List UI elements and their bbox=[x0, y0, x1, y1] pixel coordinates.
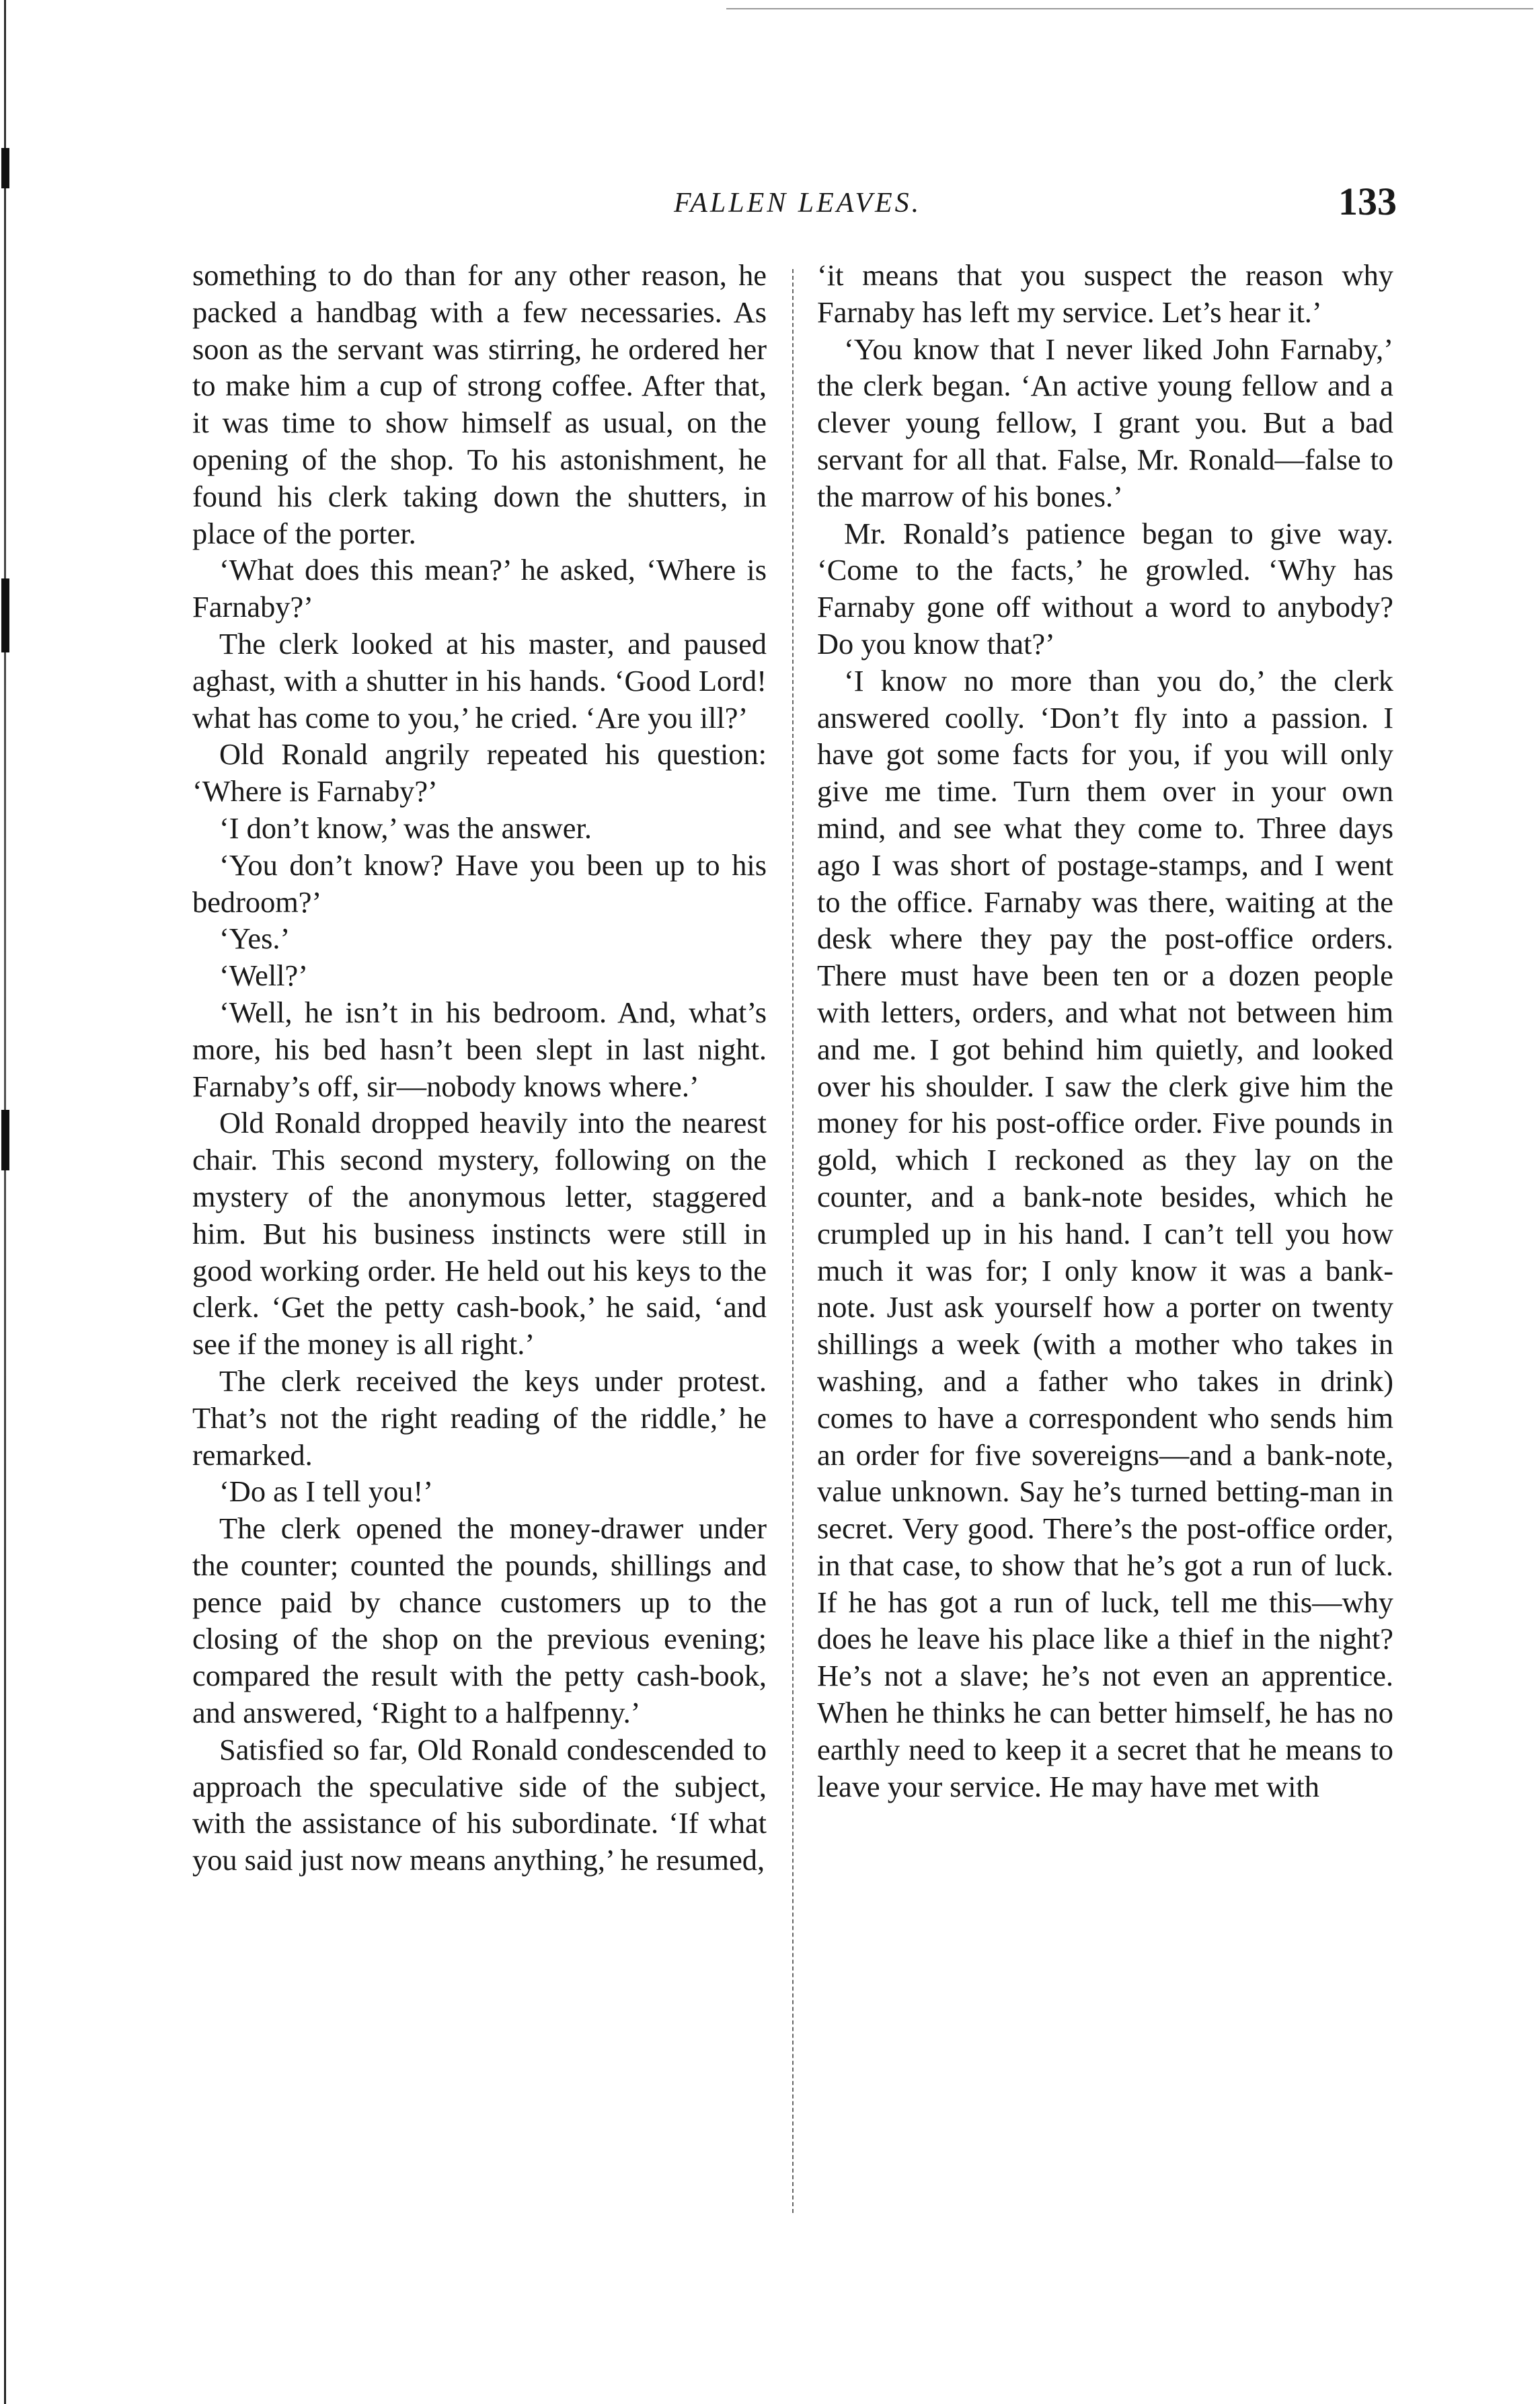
paragraph: ‘I know no more than you do,’ the clerk answered coolly. ‘Don’t fly into a passion. I have got some facts for you, if you will only give me time. Turn them over in your own mind, and see what they come to. Three days ago I was short of postage-stamps, and I went to the office. Farnaby was there, waiting at the desk where they pay the post-office orders. There must have been ten or a dozen people with letters, orders, and what not between him and me. I got behind him quietly, and looked over his shoulder. I saw the clerk give him the money for his post-office order. Five pounds in gold, which I reckoned as they lay on the counter, and a bank-note besides, which he crumpled up in his hand. I can’t tell you how much it was for; I only know it was a bank-note. Just ask yourself how a porter on twenty shillings a week (with a mother who takes in washing, and a father who takes in drink) comes to have a correspondent who sends him an order for five sovereigns—and a bank-note, value unknown. Say he’s turned betting-man in secret. Very good. There’s the post-office order, in that case, to show that he’s got a run of luck. If he has got a run of luck, tell me this—why does he leave his place like a thief in the night? He’s not a slave; he’s not even an apprentice. When he thinks he can better himself, he has no earthly need to keep it a secret that he means to leave your service. He may have met with bbox=[817, 663, 1393, 1803]
paragraph: Satisfied so far, Old Ronald condescended to approach the speculative side of the subject, with the assistance of his subordinate. ‘If what you said just now means anything,’ he resumed, bbox=[192, 1732, 767, 1877]
paragraph: ‘I don’t know,’ was the answer. bbox=[219, 811, 592, 845]
paragraph: ‘Do as I tell you!’ bbox=[219, 1474, 434, 1509]
page-edge-mark bbox=[1, 148, 9, 188]
left-column bbox=[192, 257, 767, 1879]
paragraph: ‘You don’t know? Have you been up to his bedroom?’ bbox=[192, 848, 767, 919]
paragraph: ‘Well, he isn’t in his bedroom. And, what’s more, his bed hasn’t been slept in last night. Farnaby’s off, sir—nobody knows where.’ bbox=[192, 995, 767, 1103]
paragraph: Mr. Ronald’s patience began to give way. ‘Come to the facts,’ he growled. ‘Why has Farnaby gone off without a word to anybody? Do you know that?’ bbox=[817, 516, 1393, 661]
paragraph: ‘Well?’ bbox=[219, 959, 308, 993]
page-edge-mark bbox=[1, 578, 9, 652]
page-edge-mark bbox=[1, 1110, 9, 1170]
paragraph: Old Ronald angrily repeated his question: ‘Where is Farnaby?’ bbox=[192, 737, 767, 809]
paragraph: Old Ronald dropped heavily into the nearest chair. This second mystery, following on the mystery of the anonymous letter, staggered him. But his business instincts were still in good working order. He held out his keys to the clerk. ‘Get the petty cash-book,’ he said, ‘and see if the money is all right.’ bbox=[192, 1106, 767, 1361]
paragraph: something to do than for any other reason, he packed a handbag with a few necessaries. As soon as the servant was stirring, he ordered her to make him a cup of strong coffee. After that, it was time to show himself as usual, on the opening of the shop. To his astonishment, he found his clerk taking down the shutters, in place of the porter. bbox=[192, 258, 767, 550]
paragraph: ‘You know that I never liked John Farnaby,’ the clerk began. ‘An active young fellow and a clever young fellow, I grant you. But a bad servant for all that. False, Mr. Ronald—false to the marrow of his bones.’ bbox=[817, 332, 1393, 513]
paragraph: ‘Yes.’ bbox=[219, 922, 291, 956]
top-rule bbox=[726, 8, 1533, 9]
page-number: 133 bbox=[1338, 180, 1397, 223]
paragraph: ‘What does this mean?’ he asked, ‘Where is Farnaby?’ bbox=[192, 553, 767, 624]
paragraph: ‘it means that you suspect the reason why Farnaby has left my service. Let’s hear it.’ bbox=[817, 258, 1393, 329]
running-head: FALLEN LEAVES. bbox=[674, 188, 922, 219]
column-divider bbox=[792, 269, 794, 2213]
paragraph: The clerk received the keys under protest. That’s not the right reading of the riddle,’ he remarked. bbox=[192, 1363, 767, 1472]
right-column bbox=[817, 257, 1393, 1805]
page-edge-line bbox=[4, 0, 6, 2404]
paragraph: The clerk looked at his master, and paused aghast, with a shutter in his hands. ‘Good Lord! what has come to you,’ he cried. ‘Are you ill?’ bbox=[192, 626, 767, 735]
paragraph: The clerk opened the money-drawer under the counter; counted the pounds, shillings and pence paid by chance customers up to the closing of the shop on the previous evening; compared the result with the petty cash-book, and answered, ‘Right to a halfpenny.’ bbox=[192, 1511, 767, 1730]
